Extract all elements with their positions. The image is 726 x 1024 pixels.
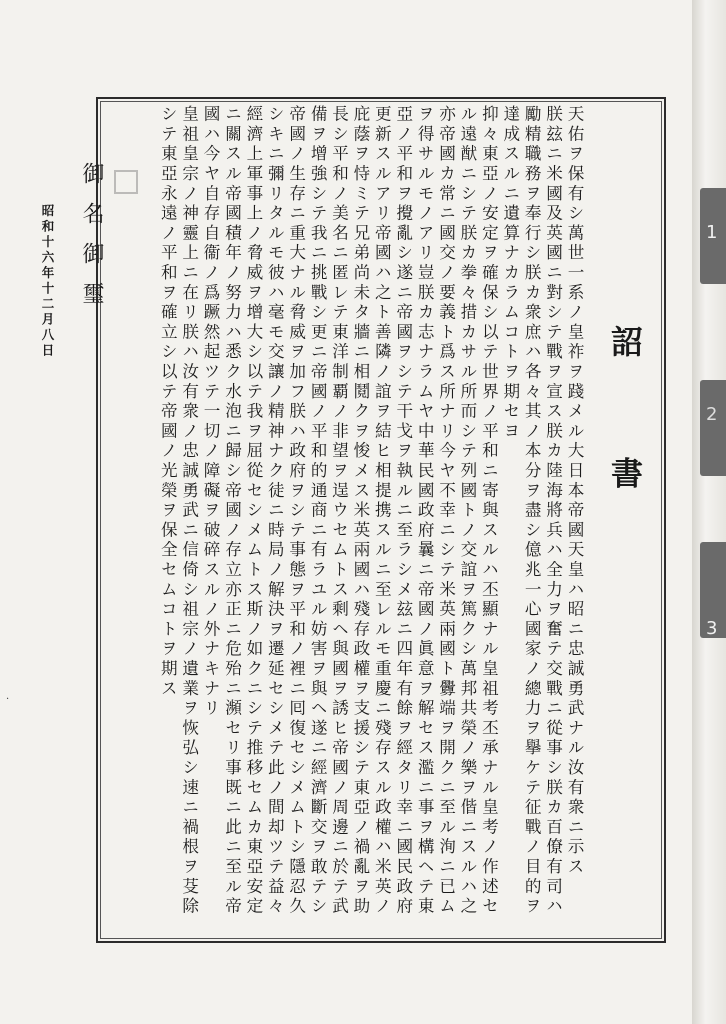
document-title: 詔 書 bbox=[606, 325, 644, 533]
body-column: 天佑ヲ保有シ萬世一系ノ皇祚ヲ踐メル大日本帝國天皇ハ昭ニ忠誠勇武ナル汝有衆ニ示ス bbox=[565, 105, 584, 878]
body-column: 亞ノ平和ヲ攪亂シ遂ニ帝國ヲシテ干戈ヲ執ルニ至ラシメ玆ニ四年有餘ヲ經タリ幸ニ國民政府 bbox=[393, 105, 413, 917]
side-thumbnail-label-3: 3 bbox=[706, 618, 718, 639]
body-column: ヲ得サルモノアリ豈朕カ志ナラムヤ中華民國政府曩ニ帝國ノ眞意ヲ解セス濫ニ事ヲ構ヘテ東 bbox=[415, 105, 435, 917]
body-column: 備ヲ增強シテ我ニ挑戰シ更ニ帝國ノ平和的通商ニ有ラユル妨害ヲ與ヘ遂ニ經濟斷交ヲ敢テシ bbox=[308, 105, 328, 917]
body-column: ル遠猷ニシテ朕カ拳々措カサル所而シテ列國トノ交誼ヲ篤クシ萬邦共榮ノ樂ヲ偕ニスルハ之 bbox=[457, 105, 477, 917]
seal-mark bbox=[114, 170, 138, 194]
body-column: 勵精職務ヲ奉行シ朕カ衆庶ハ各々其ノ本分ヲ盡シ億兆一心國家ノ總力ヲ擧ケテ征戰ノ目的ヲ bbox=[522, 105, 542, 917]
margin-mark: · bbox=[6, 694, 10, 705]
body-column: 皇祖皇宗ノ神靈上ニ在リ朕ハ汝有衆ノ忠誠勇武ニ信倚シ祖宗ノ遺業ヲ恢弘シ速ニ禍根ヲ芟除 bbox=[179, 105, 199, 917]
body-column: 亦帝國カ常ニ國交ノ要義ト爲ス所ナリ今ヤ不幸ニシテ米英兩國ト釁端ヲ開クニ至ル洵ニ已ム bbox=[436, 105, 456, 917]
body-column: 經濟上軍事上ノ脅威ヲ增大シ以テ我ヲ屈從セシメムトス斯ノ如クニシテ推移セムカ東亞安定 bbox=[243, 105, 263, 917]
body-column: 國ハ今ヤ自存自衞ノ爲蹶然起ツテ一切ノ障礙ヲ破碎スルノ外ナキナリ bbox=[201, 105, 221, 719]
body-column: 更新スルアリ帝國ハ之ト善隣ノ誼ヲ結ヒ相提携スルニ至レルモ重慶ニ殘存スル政權ハ米英ノ bbox=[372, 105, 392, 917]
body-column: 朕玆ニ米國及英國ニ對シテ戰ヲ宣ス朕カ陸海將兵ハ全力ヲ奮テ交戰ニ從事シ朕カ百僚有司ハ bbox=[543, 105, 563, 917]
body-column: 帝國ノ生存ニ重大ナル脅威ヲ加フ朕ハ政府ヲシテ事態ヲ平和ノ裡ニ囘復セシメムトシ隱忍久 bbox=[286, 105, 306, 917]
side-thumbnail-label-2: 2 bbox=[706, 404, 718, 425]
body-column: シキニ彌リタルモ彼ハ毫モ交讓ノ精神ナク徒ニ時局ノ解決ヲ遷延セシメテ此ノ間却ツテ益々 bbox=[265, 105, 285, 917]
body-column: ニ關スル帝國積年ノ努力ハ悉ク水泡ニ歸シ帝國ノ存立亦正ニ危殆ニ瀕セリ事既ニ此ニ至ル帝 bbox=[222, 105, 242, 917]
body-column: シテ東亞永遠ノ平和ヲ確立シ以テ帝國ノ光榮ヲ保全セムコトヲ期ス bbox=[158, 105, 178, 699]
imperial-signature: 御名御璽 bbox=[79, 162, 104, 322]
body-column: 達成スルニ遺算ナカラムコトヲ期セヨ bbox=[500, 105, 520, 442]
side-thumbnail-label-1: 1 bbox=[706, 222, 718, 243]
body-column: 庇蔭ヲ恃ミテ兄弟尚未タ牆ニ相鬩クヲ悛メス米英兩國ハ殘存政權ヲ支援シテ東亞ノ禍亂ヲ助 bbox=[350, 105, 370, 917]
side-thumbnail-2[interactable] bbox=[700, 380, 726, 476]
document-date: 昭和十六年十二月八日 bbox=[40, 204, 55, 359]
body-column: 長シ平和ノ美名ニ匿レテ東洋制覇ノ非望ヲ逞ウセムトス剩ヘ與國ヲ誘ヒ帝國ノ周邊ニ於テ武 bbox=[329, 105, 349, 917]
body-column: 抑々東亞ノ安定ヲ確保シ以テ世界ノ平和ニ寄與スルハ丕顯ナル皇祖考丕承ナル皇考ノ作述セ bbox=[479, 105, 499, 917]
rescript-body bbox=[137, 105, 585, 931]
next-page-edge bbox=[692, 0, 726, 1024]
